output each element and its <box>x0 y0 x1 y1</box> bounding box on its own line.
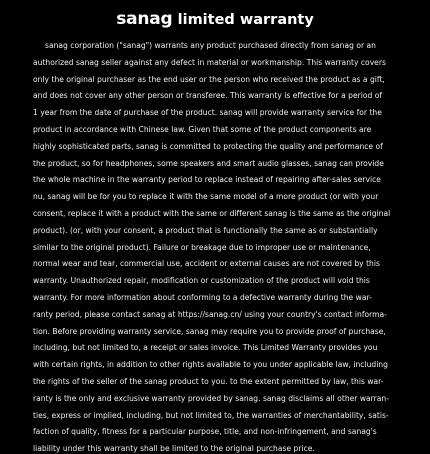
body-line: consent, replace it with a product with the same or different sanag is the same as the original <box>33 209 391 218</box>
body-line: warranty. For more information about conforming to a defective warranty during the war- <box>33 293 372 302</box>
body-line: nu, sanag will be for you to replace it with the same model of a more product (or with your <box>33 192 379 202</box>
brand-name: sanag <box>116 9 173 29</box>
body-line: ties, express or implied, including, but not limited to, the warranties of merchantability, satis- <box>33 410 389 420</box>
body-line: highly sophisticated parts, sanag is committed to protecting the quality and performance of <box>33 141 383 151</box>
body-line: product). (or, with your consent, a product that is functionally the same as or substantially <box>33 225 378 235</box>
body-line: faction of quality, fitness for a particular purpose, title, and non-infringement, and sanag's <box>33 427 377 437</box>
page-title <box>0 9 430 29</box>
body-line: only the original purchaser as the end user or the person who received the product as a gift, <box>33 74 385 84</box>
body-line: with certain rights, in addition to other rights available to you under applicable law, including <box>33 360 388 370</box>
body-line: similar to the original product). Failure or breakage due to improper use or maintenance, <box>33 242 371 252</box>
body-line: authorized sanag seller against any defect in material or workmanship. This warranty covers <box>33 57 386 67</box>
body-line: the whole machine in the warranty period to replace instead of repairing after-sales service <box>33 175 381 185</box>
body-line: including, but not limited to, a receipt or sales invoice. This Limited Warranty provides you <box>33 343 378 353</box>
body-line: and does not cover any other person or transferee. This warranty is effective for a period of <box>33 91 383 101</box>
title-text: limited warranty <box>177 12 314 28</box>
body-line: the rights of the seller of the sanag product to you. to the extent permitted by law, this war- <box>33 377 384 386</box>
body-line: sanag corporation ("sanag") warrants any product purchased directly from sanag or an <box>45 41 376 50</box>
body-line: tion. Before providing warranty service, sanag may require you to provide proof of purchase, <box>33 326 386 336</box>
body-line: normal wear and tear, commercial use, accident or external causes are not covered by this <box>33 259 380 269</box>
body-line: warranty. Unauthorized repair, modification or customization of the product will void this <box>33 276 370 286</box>
body-line: liability under this warranty shall be limited to the original purchase price. <box>33 444 315 454</box>
body-line: ranty is the only and exclusive warranty provided by sanag. sanag disclaims all other warran- <box>33 393 389 403</box>
body-line: ranty period, please contact sanag at https://sanag.cn/ using your country's contact informa- <box>33 309 387 319</box>
body-line: product in accordance with Chinese law. Given that some of the product components are <box>33 125 372 134</box>
body-line: 1 year from the date of purchase of the product. sanag will provide warranty service for the <box>33 108 382 118</box>
body-line: the product, so for headphones, some speakers and smart audio glasses, sanag can provide <box>33 158 384 168</box>
